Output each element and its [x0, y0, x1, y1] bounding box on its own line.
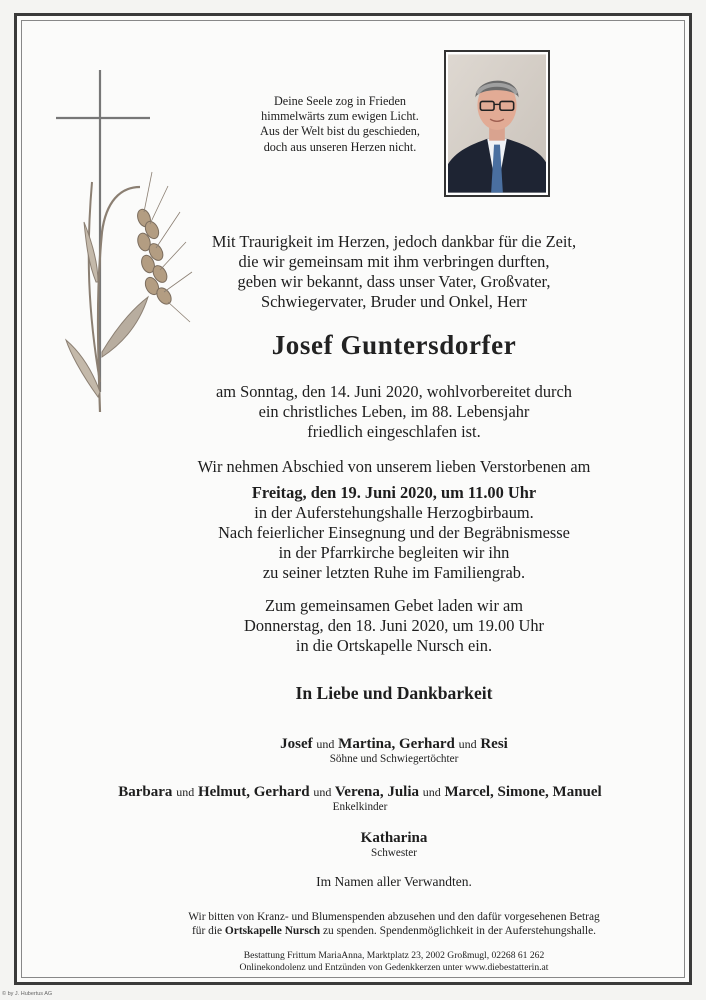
intro-line: Mit Traurigkeit im Herzen, jedoch dankbar für die Zeit, — [211, 232, 577, 251]
children-label: Söhne und Schwiegertöchter — [329, 753, 459, 765]
request-text: für die — [192, 925, 225, 937]
prayer-line: Zum gemeinsamen Gebet laden wir am — [264, 596, 524, 615]
poem — [236, 94, 444, 155]
sister-label: Schwester — [371, 847, 417, 859]
und-connector: und — [422, 785, 441, 799]
grandchildren-names — [20, 783, 700, 801]
intro-line: geben wir bekannt, dass unser Vater, Großvater, — [237, 272, 551, 291]
death-text — [112, 382, 676, 442]
undertaker-line: Bestattung Frittum MariaAnna, Marktplatz 23, 2002 Großmugl, 02268 61 262 — [243, 950, 545, 961]
deceased-name: Josef Guntersdorfer — [271, 330, 517, 360]
und-connector: und — [313, 785, 332, 799]
portrait-photo — [444, 50, 550, 197]
undertaker-line: Onlinekondolenz und Entzünden von Gedenkkerzen unter www.diebestatterin.at — [239, 961, 549, 973]
poem-line: himmelwärts zum ewigen Licht. — [261, 109, 419, 124]
poem-line: doch aus unseren Herzen nicht. — [263, 139, 417, 154]
sister-name: Katharina — [360, 830, 428, 846]
donation-request — [112, 910, 676, 938]
intro-line: Schwiegervater, Bruder und Onkel, Herr — [260, 292, 528, 311]
intro-text — [112, 232, 676, 312]
prayer-line: in die Ortskapelle Nursch ein. — [295, 636, 493, 655]
prayer-line: Donnerstag, den 18. Juni 2020, um 19.00 Uhr — [243, 616, 544, 635]
funeral-line: zu seiner letzten Ruhe im Familiengrab. — [262, 563, 526, 582]
relatives-note: Im Namen aller Verwandten. — [316, 874, 472, 889]
family-name: Barbara — [118, 784, 173, 800]
funeral-line: in der Pfarrkirche begleiten wir ihn — [278, 543, 510, 562]
und-connector: und — [316, 737, 335, 751]
funeral-date: Freitag, den 19. Juni 2020, um 11.00 Uhr — [251, 483, 537, 502]
request-line: Wir bitten von Kranz- und Blumenspenden abzusehen und den dafür vorgesehenen Betrag — [188, 911, 600, 923]
death-line: ein christliches Leben, im 88. Lebensjahr — [258, 402, 530, 421]
family-grandchildren — [20, 783, 700, 813]
children-names — [112, 735, 676, 753]
family-sister — [112, 829, 676, 859]
family-name: Josef — [280, 736, 313, 752]
family-name: Marcel, Simone, Manuel — [444, 784, 602, 800]
undertaker-info — [112, 950, 676, 973]
intro-line: die wir gemeinsam mit ihm verbringen durften, — [238, 252, 550, 271]
poem-line: Aus der Welt bist du geschieden, — [260, 124, 420, 139]
request-text: zu spenden. Spendenmöglichkeit in der Auferstehungshalle. — [320, 925, 596, 937]
grandchildren-label: Enkelkinder — [332, 801, 388, 813]
death-line: friedlich eingeschlafen ist. — [307, 422, 481, 441]
und-connector: und — [176, 785, 195, 799]
request-chapel: Ortskapelle Nursch — [224, 925, 321, 937]
und-connector: und — [458, 737, 477, 751]
funeral-text — [112, 457, 676, 583]
portrait-image — [448, 54, 546, 193]
funeral-line: Nach feierlicher Einsegnung und der Begräbnismesse — [218, 523, 570, 542]
family-name: Verena, Julia — [334, 784, 420, 800]
prayer-text — [112, 596, 676, 656]
copyright-note: © by J. Hubertus AG — [2, 991, 53, 997]
funeral-line: in der Auferstehungshalle Herzogbirbaum. — [254, 503, 534, 522]
death-line: am Sonntag, den 14. Juni 2020, wohlvorbereitet durch — [216, 382, 572, 401]
funeral-intro: Wir nehmen Abschied von unserem lieben Verstorbenen am — [197, 457, 591, 476]
family-name: Martina, Gerhard — [338, 736, 455, 752]
closing-heading: In Liebe und Dankbarkeit — [295, 683, 493, 703]
family-name: Helmut, Gerhard — [197, 784, 310, 800]
family-children — [112, 735, 676, 765]
family-name: Resi — [480, 736, 508, 752]
poem-line: Deine Seele zog in Frieden — [274, 94, 406, 108]
request-line-2 — [112, 924, 676, 938]
